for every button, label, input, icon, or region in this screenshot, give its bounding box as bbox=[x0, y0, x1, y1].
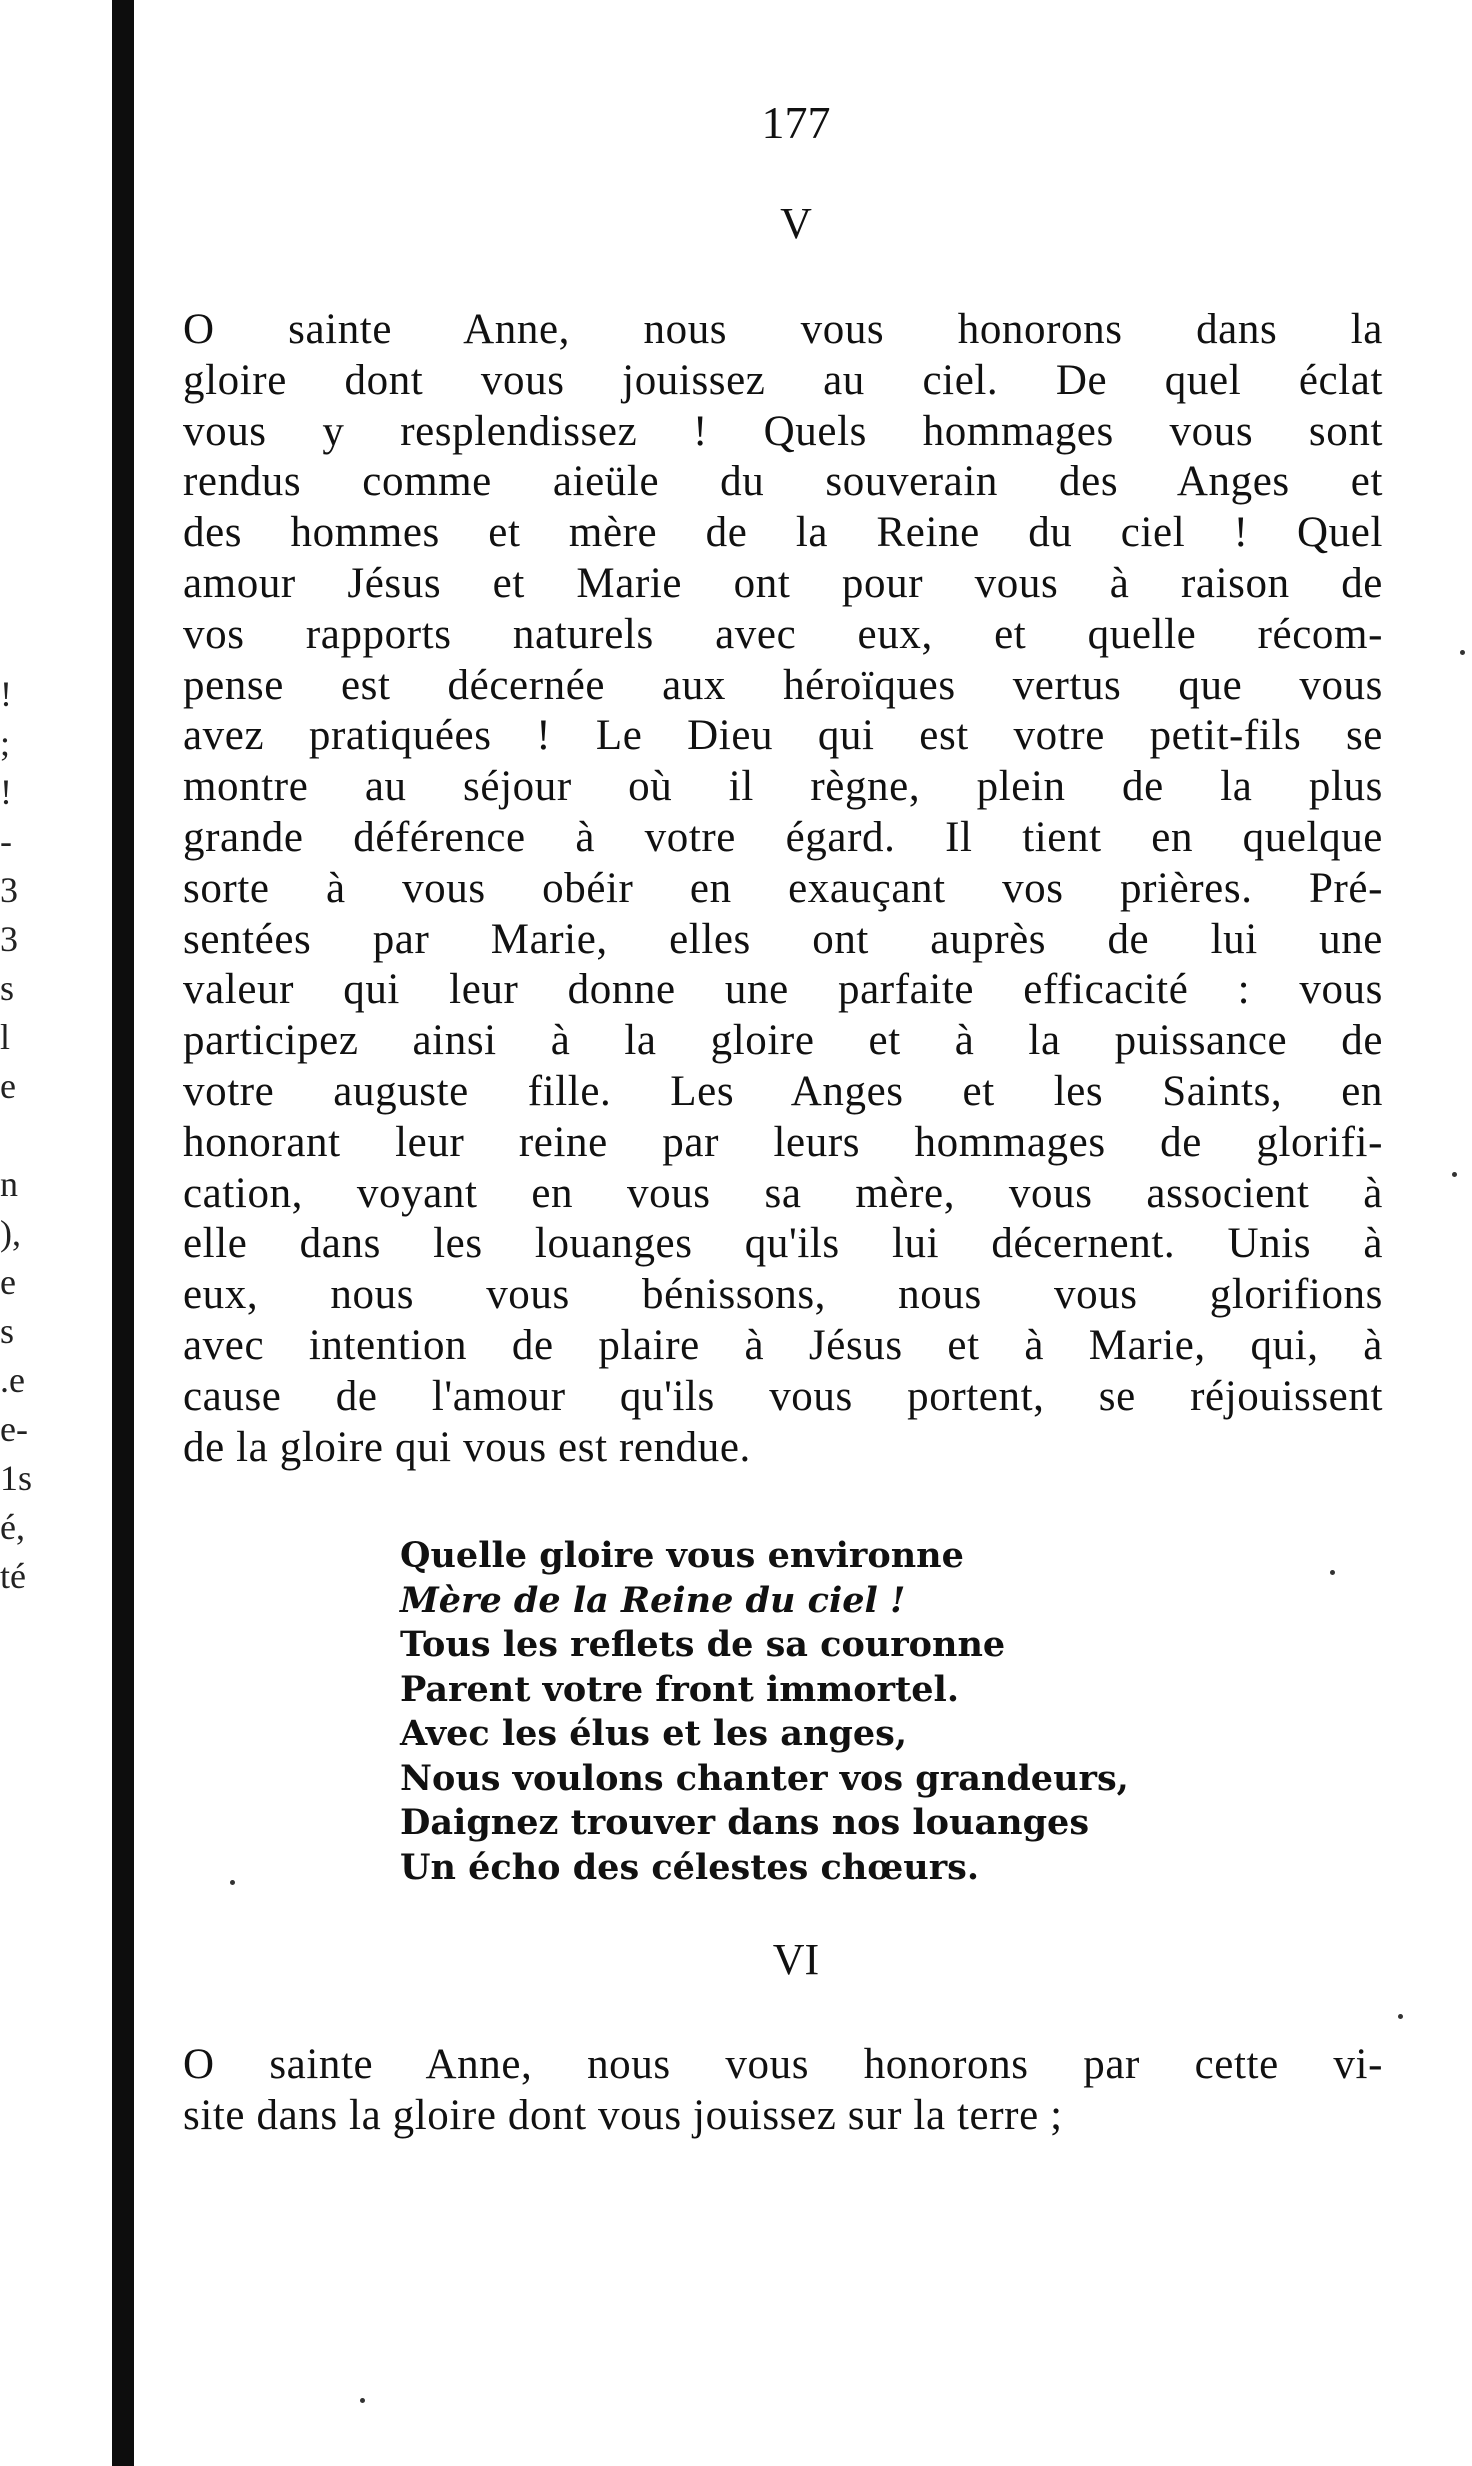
text-line: honorant leur reine par leurs hommages de glorifi- bbox=[183, 1118, 1383, 1166]
margin-fragment: s bbox=[0, 968, 15, 1008]
print-speck bbox=[230, 1880, 235, 1885]
section-vi-paragraph bbox=[183, 2040, 1383, 2142]
verse-line: Un écho des célestes chœurs. bbox=[400, 1846, 980, 1888]
text-line: pense est décernée aux héroïques vertus que vous bbox=[183, 661, 1383, 709]
text-line: site dans la gloire dont vous jouissez sur la terre ; bbox=[183, 2091, 1063, 2139]
margin-fragment: - bbox=[0, 821, 12, 861]
text-line: avez pratiquées ! Le Dieu qui est votre petit-fils se bbox=[183, 712, 1383, 760]
verse-line: Avec les élus et les anges, bbox=[400, 1713, 908, 1754]
section-v-text bbox=[183, 305, 1383, 1473]
margin-fragment: ; bbox=[0, 723, 11, 763]
print-speck bbox=[1330, 1570, 1335, 1575]
text-line: O sainte Anne, nous vous honorons par cette vi- bbox=[183, 2041, 1383, 2088]
text-line: montre au séjour où il règne, plein de la plus bbox=[183, 763, 1383, 811]
text-line: elle dans les louanges qu'ils lui décernent. Unis à bbox=[183, 1220, 1383, 1268]
margin-fragment: n bbox=[0, 1164, 18, 1204]
section-heading-v: V bbox=[780, 199, 812, 248]
text-line: grande déférence à votre égard. Il tient en quelque bbox=[183, 813, 1383, 861]
verse-line: Nous voulons chanter vos grandeurs, bbox=[400, 1757, 1129, 1799]
print-speck bbox=[1398, 2014, 1403, 2019]
text-line: sorte à vous obéir en exauçant vos prières. Pré- bbox=[183, 864, 1383, 912]
margin-fragment bbox=[0, 1111, 60, 1160]
text-line: participez ainsi à la gloire et à la puissance de bbox=[183, 1017, 1383, 1065]
margin-fragment: ), bbox=[0, 1213, 21, 1253]
section-v-paragraph bbox=[183, 305, 1383, 1473]
text-line: avec intention de plaire à Jésus et à Marie, qui, à bbox=[183, 1321, 1383, 1369]
margin-fragment: ! bbox=[0, 674, 12, 714]
margin-fragment: 3 bbox=[0, 919, 18, 959]
verse-line: Tous les reflets de sa couronne bbox=[400, 1624, 1006, 1665]
verse-line: Mère de la Reine du ciel ! bbox=[400, 1579, 906, 1621]
text-line: rendus comme aieüle du souverain des Anges et bbox=[183, 458, 1383, 506]
margin-fragment: s bbox=[0, 1311, 15, 1351]
text-line: vous y resplendissez ! Quels hommages vous sont bbox=[183, 407, 1383, 455]
margin-fragment: e- bbox=[0, 1409, 28, 1449]
verse-line: Parent votre front immortel. bbox=[400, 1668, 960, 1710]
text-line: valeur qui leur donne une parfaite efficacité : vous bbox=[183, 966, 1383, 1014]
text-line: gloire dont vous jouissez au ciel. De quel éclat bbox=[183, 356, 1383, 404]
text-line: O sainte Anne, nous vous honorons dans la bbox=[183, 306, 1383, 353]
margin-fragment: .e bbox=[0, 1360, 25, 1400]
section-heading-vi: VI bbox=[772, 1935, 820, 1984]
margin-fragment: l bbox=[0, 1017, 11, 1057]
margin-fragment: 3 bbox=[0, 870, 18, 910]
text-line: vos rapports naturels avec eux, et quelle récom- bbox=[183, 610, 1383, 658]
text-line: de la gloire qui vous est rendue. bbox=[183, 1423, 751, 1471]
verse-stanza bbox=[400, 1534, 1129, 1890]
page-number: 177 bbox=[761, 97, 831, 148]
print-speck bbox=[1460, 650, 1465, 655]
margin-fragment: ! bbox=[0, 772, 12, 812]
margin-fragment: té bbox=[0, 1556, 26, 1596]
margin-fragment: e bbox=[0, 1262, 16, 1302]
verse-line: Quelle gloire vous environne bbox=[400, 1535, 964, 1576]
text-line: amour Jésus et Marie ont pour vous à raison de bbox=[183, 559, 1383, 607]
text-line: cause de l'amour qu'ils vous portent, se réjouissent bbox=[183, 1372, 1383, 1420]
section-vi-text bbox=[183, 2040, 1383, 2142]
text-line: sentées par Marie, elles ont auprès de lui une bbox=[183, 915, 1383, 963]
verse-line: Daignez trouver dans nos louanges bbox=[400, 1802, 1090, 1843]
margin-fragment: 1s bbox=[0, 1458, 33, 1498]
print-speck bbox=[360, 2398, 365, 2403]
text-line: votre auguste fille. Les Anges et les Saints, en bbox=[183, 1067, 1383, 1115]
margin-fragment: é, bbox=[0, 1507, 25, 1547]
text-line: eux, nous vous bénissons, nous vous glorifions bbox=[183, 1271, 1383, 1319]
text-line: des hommes et mère de la Reine du ciel ! Quel bbox=[183, 509, 1383, 557]
margin-fragment: e bbox=[0, 1066, 16, 1106]
previous-page-margin bbox=[0, 670, 60, 1601]
print-speck bbox=[1452, 1172, 1457, 1177]
binding-shadow bbox=[112, 0, 134, 2466]
text-line: cation, voyant en vous sa mère, vous associent à bbox=[183, 1169, 1383, 1217]
